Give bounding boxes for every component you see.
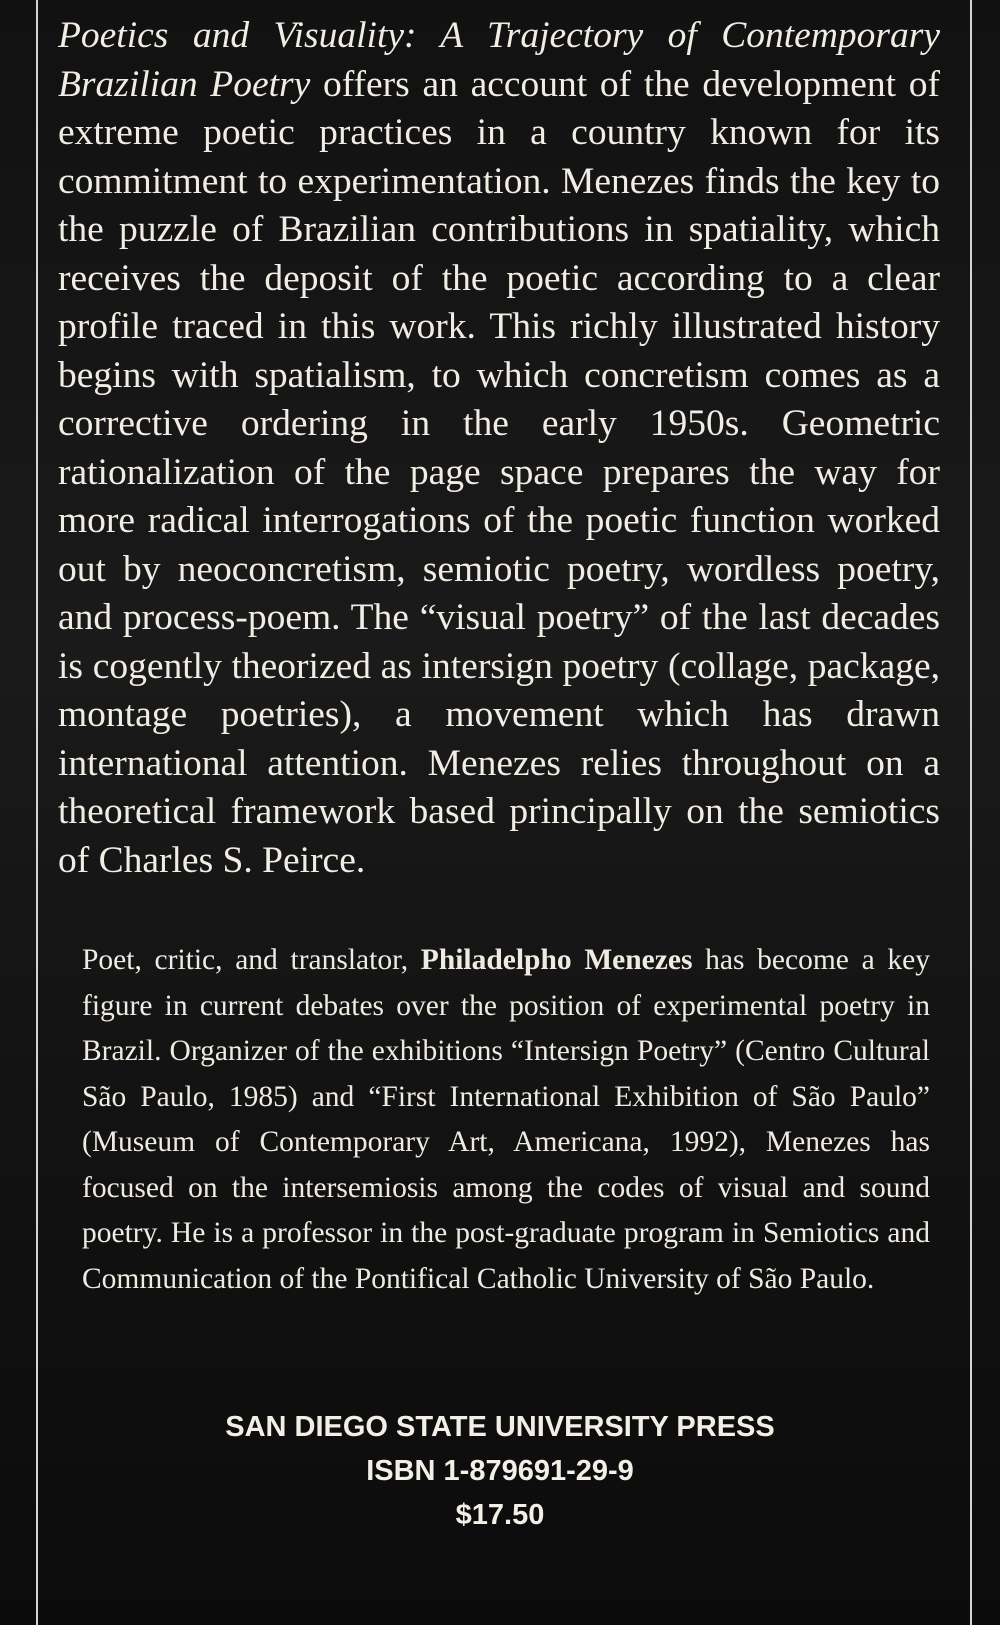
book-description	[58, 12, 940, 885]
price-label: $17.50	[455, 1499, 545, 1531]
book-title: Poetics and Visuality: A Trajectory of Contemporary Brazilian Poetry	[58, 15, 940, 105]
publisher-name: SAN DIEGO STATE UNIVERSITY PRESS	[225, 1411, 775, 1443]
author-biography	[82, 938, 930, 1302]
author-name: Philadelpho Menezes	[420, 944, 693, 976]
description-text: offers an account of the development of extreme poetic practices in a country known for its commitment to experimentation. Menezes finds the key to the puzzle of Brazilian contributions in spatiality, which receives the deposit of the poetic according to a clear profile traced in this work. This richly illustrated history begins with spatialism, to which concretism comes as a corrective ordering in the early 1950s. Geometric rationalization of the page space prepares the way for more radical interrogations of the poetic function worked out by neoconcretism, semiotic poetry, wordless poetry, and process-poem. The “visual poetry” of the last decades is cogently theorized as intersign poetry (collage, package, montage poetries), a movement which has drawn international attention. Menezes relies throughout on a theoretical framework based principally on the semiotics of Charles S. Peirce.	[58, 63, 941, 881]
bio-text: has become a key figure in current debates over the position of experimental poetry in Brazil. Organizer of the exhibitions “Intersign Poetry” (Centro Cultural São Paulo, 1985) and “First International Exhibition of São Paulo” (Museum of Contemporary Art, Americana, 1992), Menezes has focused on the intersemiosis among the codes of visual and sound poetry. He is a professor in the post-graduate program in Semiotics and Communication of the Pontifical Catholic University of São Paulo.	[82, 944, 930, 1295]
isbn-number: ISBN 1-879691-29-9	[366, 1455, 634, 1487]
publisher-block	[60, 1405, 940, 1537]
bio-intro: Poet, critic, and translator,	[82, 944, 421, 976]
